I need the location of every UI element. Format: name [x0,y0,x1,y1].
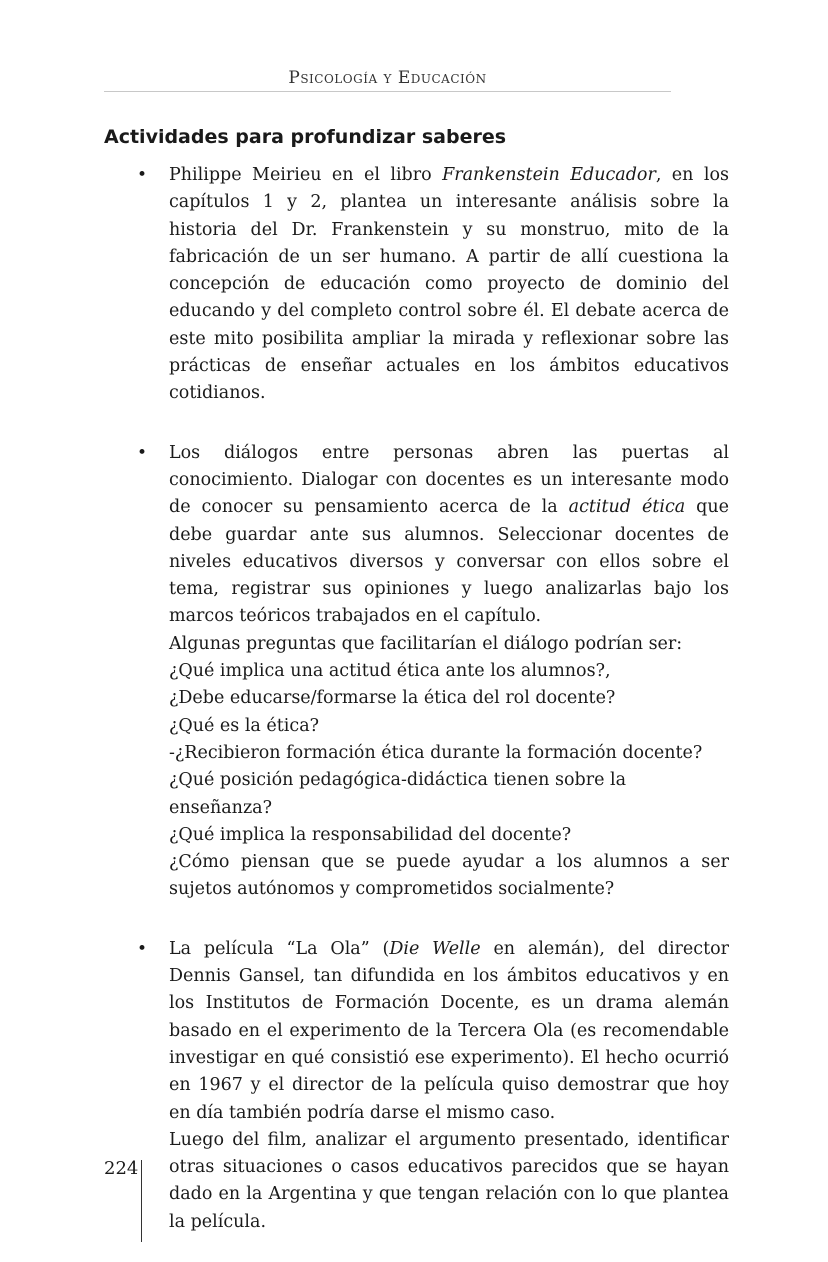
list-item [104,162,729,408]
item-followup: Luego del film, analizar el argumento presentado, identificar otras situaciones o casos educativos parecidos que se hayan dado en la Argentina y que tengan relación con lo que plantea la película. [169,1129,729,1232]
list-item [104,440,729,904]
activity-list [104,162,729,1262]
bullet-icon: • [137,938,148,959]
section-title: Actividades para profundizar saberes [104,126,507,148]
text-run: en alemán), del director Dennis Gansel, tan difundida en los ámbitos educativos y en los Institutos de Formación Docente, es un drama alemán basado en el experimento de la Tercera Ola (es recomendable investigar en qué consistió ese experimento). El hecho ocurrió en 1967 y el director de la película quiso demostrar que hoy en día también podría darse el mismo caso. [169,938,730,1123]
page-number-rule [141,1160,142,1242]
item-paragraph [169,936,729,1127]
question-line: ¿Qué implica una actitud ética ante los alumnos?, [169,661,611,682]
item-paragraph [169,440,729,631]
item-paragraph [169,162,729,408]
question-line: ¿Qué es la ética? [169,715,320,736]
question-line: ¿Qué implica la responsabilidad del docente? [169,824,572,845]
text-run: Los diálogos entre personas abren las puertas al conocimiento. Dialogar con docentes es un interesante modo de conocer su pensamiento acerca de la [169,442,729,518]
bullet-icon: • [137,442,148,463]
question-line: -¿Recibieron formación ética durante la formación docente? [169,742,703,763]
book-title: Frankenstein Educador [442,165,656,185]
list-item [104,936,729,1236]
film-original-title: Die Welle [389,938,481,959]
bullet-icon: • [137,165,148,185]
running-header: Psicología y Educación [288,68,487,88]
page-number: 224 [104,1158,139,1179]
header-rule [104,91,671,92]
text-run: , en los capítulos 1 y 2, plantea un interesante análisis sobre la historia del Dr. Frankenstein y su monstruo, mito de la fabricación de un ser humano. A partir de allí cuestiona la concepción de educación como proyecto de dominio del educando y del completo control sobre él. El debate acerca de este mito posibilita ampliar la mirada y reflexionar sobre las prácticas de enseñar actuales en los ámbitos educativos cotidianos. [169,165,729,404]
questions-intro: Algunas preguntas que facilitarían el diálogo podrían ser: [169,633,683,654]
question-line: ¿Qué posición pedagógica-didáctica tienen sobre la enseñanza? [169,770,627,818]
emphasis-term: actitud ética [568,497,686,518]
text-run: La película “La Ola” ( [169,938,390,959]
question-line: ¿Debe educarse/formarse la ética del rol docente? [169,688,616,709]
text-run: que debe guardar ante sus alumnos. Seleccionar docentes de niveles educativos diversos y conversar con ellos sobre el tema, registrar sus opiniones y luego analizarlas bajo los marcos teóricos trabajados en el capítulo. [169,497,729,627]
question-line: ¿Cómo piensan que se puede ayudar a los alumnos a ser sujetos autónomos y comprometidos socialmente? [169,852,729,900]
text-run: Philippe Meirieu en el libro [169,165,443,185]
